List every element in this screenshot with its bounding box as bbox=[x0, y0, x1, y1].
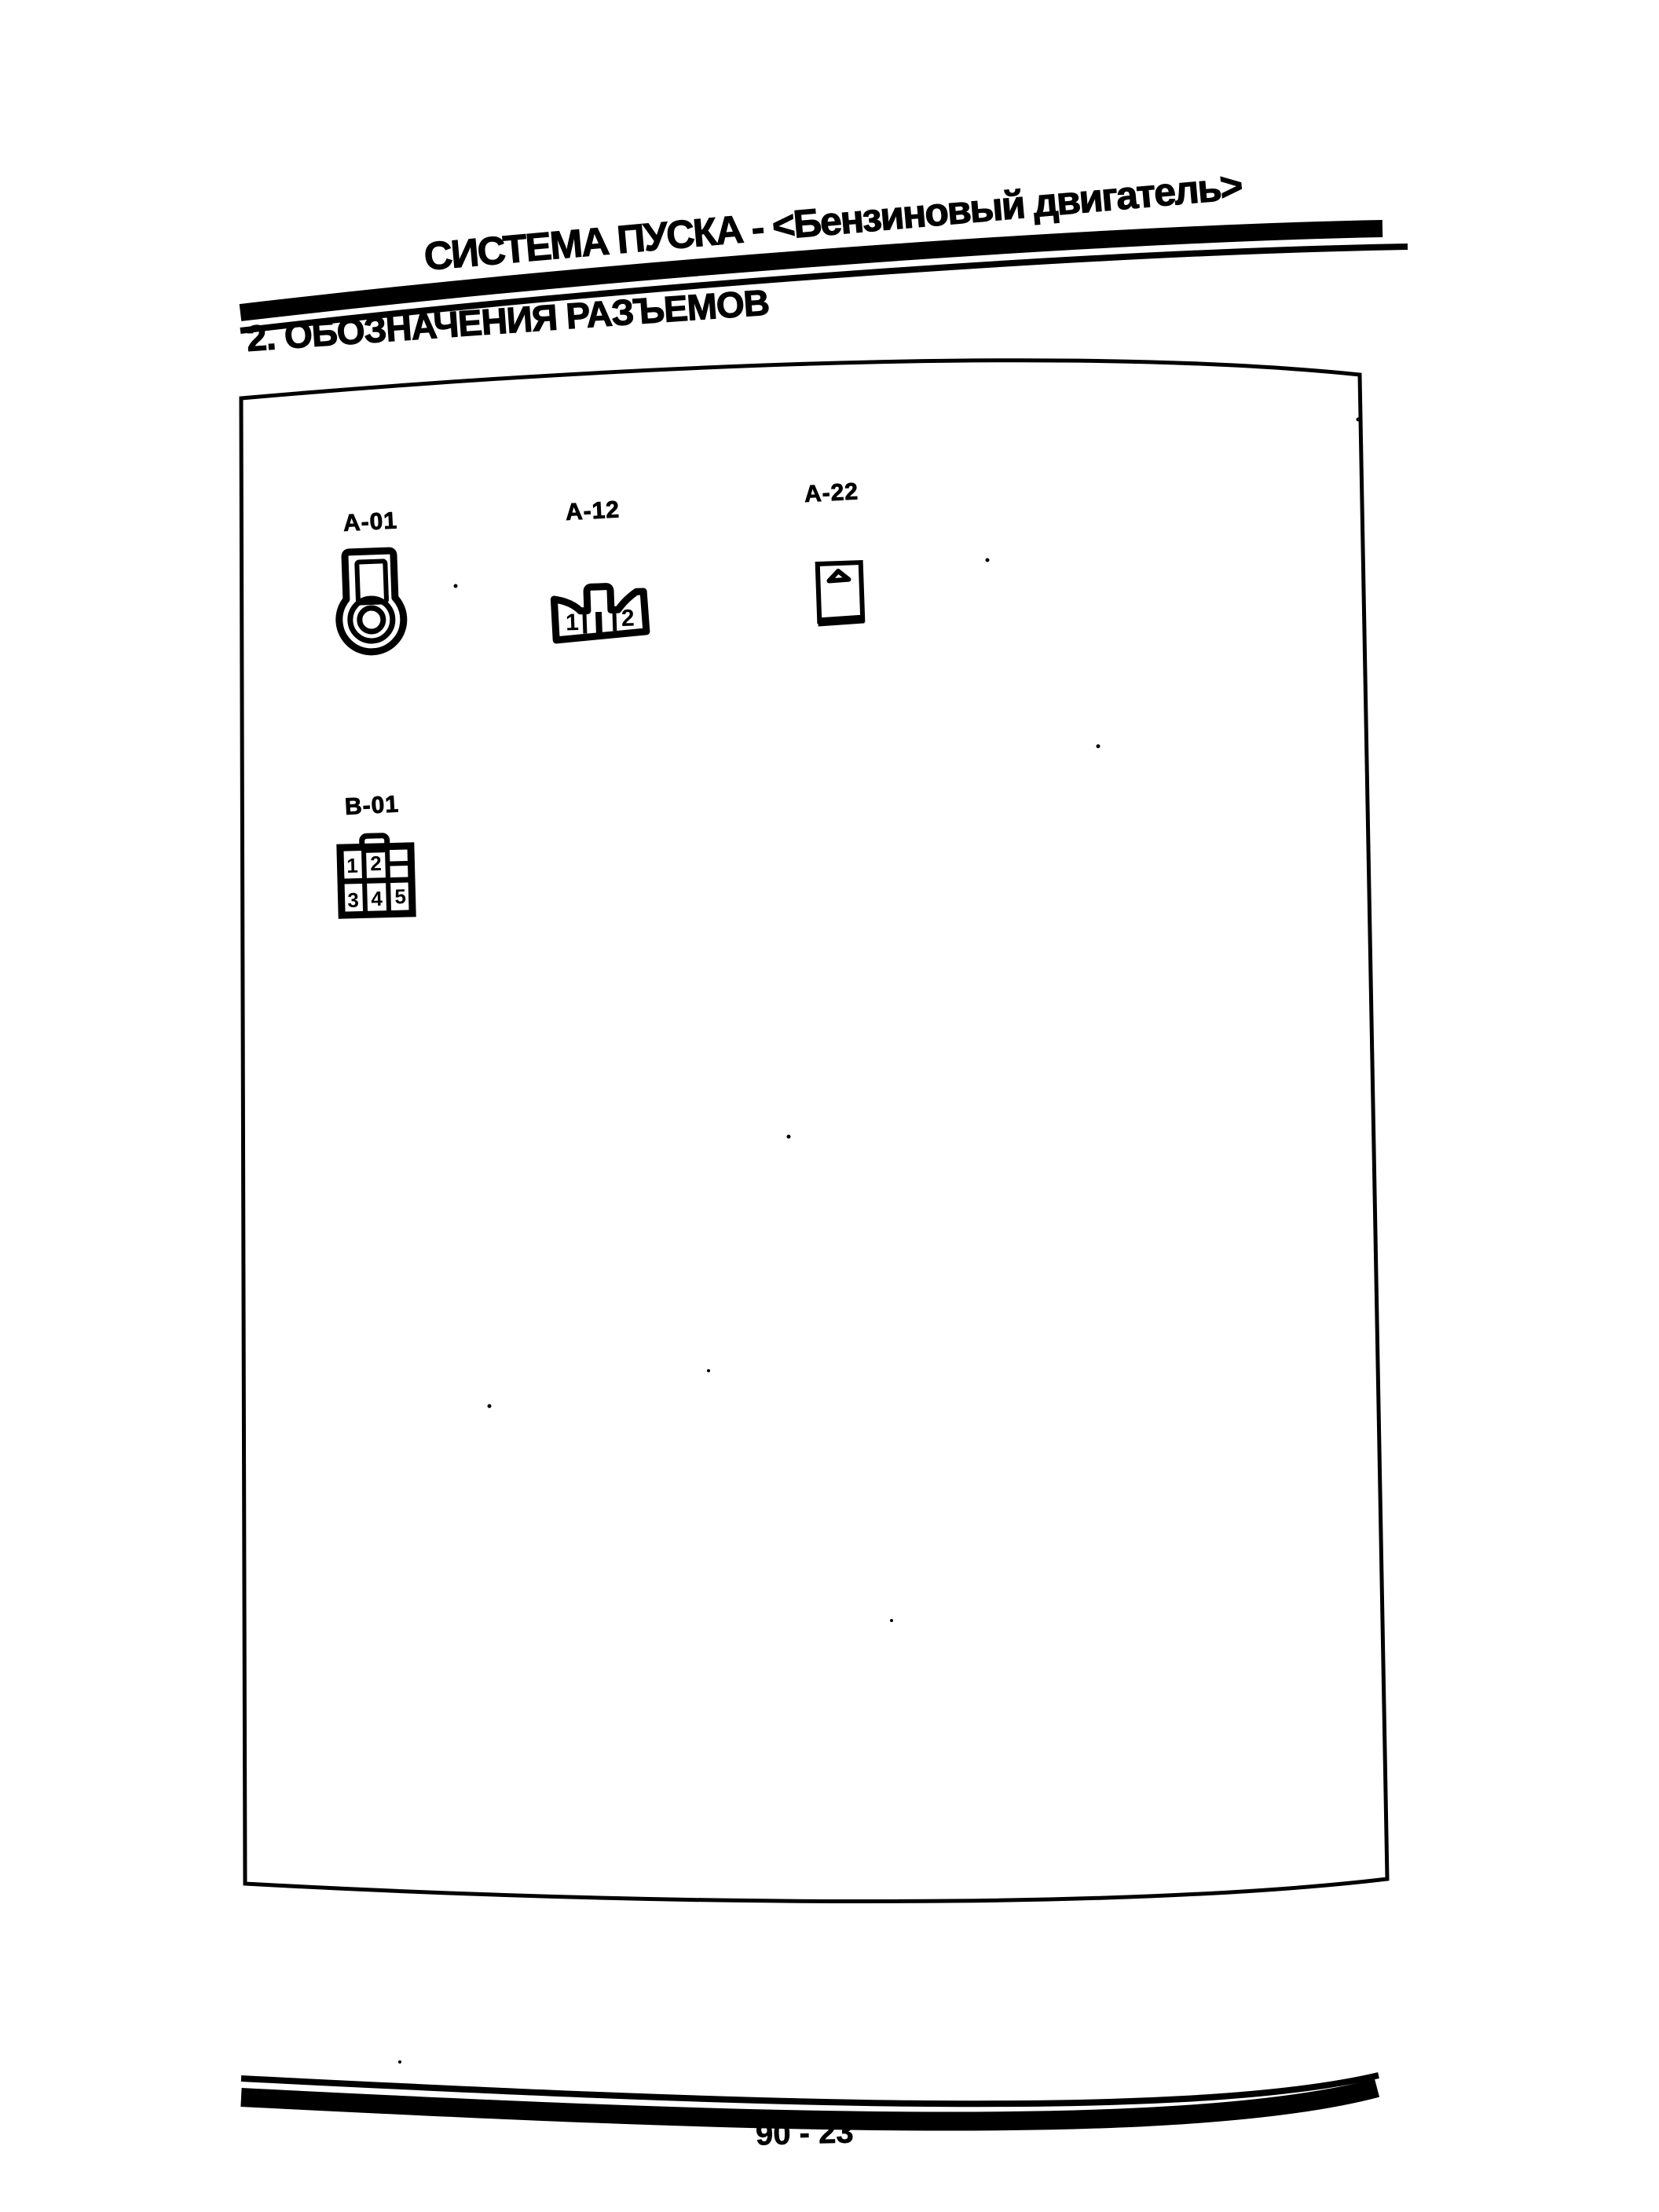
connector-2cavity-icon bbox=[554, 585, 646, 640]
cavity-wall-left bbox=[584, 613, 585, 634]
connector-label-b01: B-01 bbox=[344, 791, 400, 820]
pin-number: 1 bbox=[565, 609, 580, 636]
pin-number: 4 bbox=[371, 886, 383, 911]
connector-1cavity-icon bbox=[816, 562, 865, 622]
keying-triangle bbox=[829, 571, 848, 581]
connector-bottom-edge bbox=[818, 619, 864, 622]
page-number: 90 - 23 bbox=[755, 2115, 855, 2152]
connector-label-a22: A-22 bbox=[804, 478, 859, 507]
pin-number: 2 bbox=[621, 605, 635, 632]
pin-number: 2 bbox=[369, 851, 383, 876]
connector-label-a01: A-01 bbox=[342, 507, 398, 537]
pin-number: 1 bbox=[346, 853, 359, 877]
pin-number: 3 bbox=[347, 888, 360, 912]
page-header-title: СИСТЕМА ПУСКА - <Бензиновый двигатель> bbox=[422, 163, 1243, 279]
scan-noise-dots bbox=[398, 418, 1361, 2064]
section-title: 2. ОБОЗНАЧЕНИЯ РАЗЪЕМОВ bbox=[245, 281, 771, 359]
pin-number: 5 bbox=[394, 884, 407, 909]
connector-label-a12: A-12 bbox=[565, 496, 621, 526]
content-box-border bbox=[241, 361, 1387, 1902]
connector-6cavity-icon bbox=[340, 835, 413, 915]
cavity-wall-right bbox=[614, 612, 615, 631]
blocked-cavity-slot bbox=[387, 863, 411, 864]
ring-terminal-icon bbox=[337, 551, 405, 654]
footer-rule-swoosh bbox=[241, 2075, 1379, 2122]
